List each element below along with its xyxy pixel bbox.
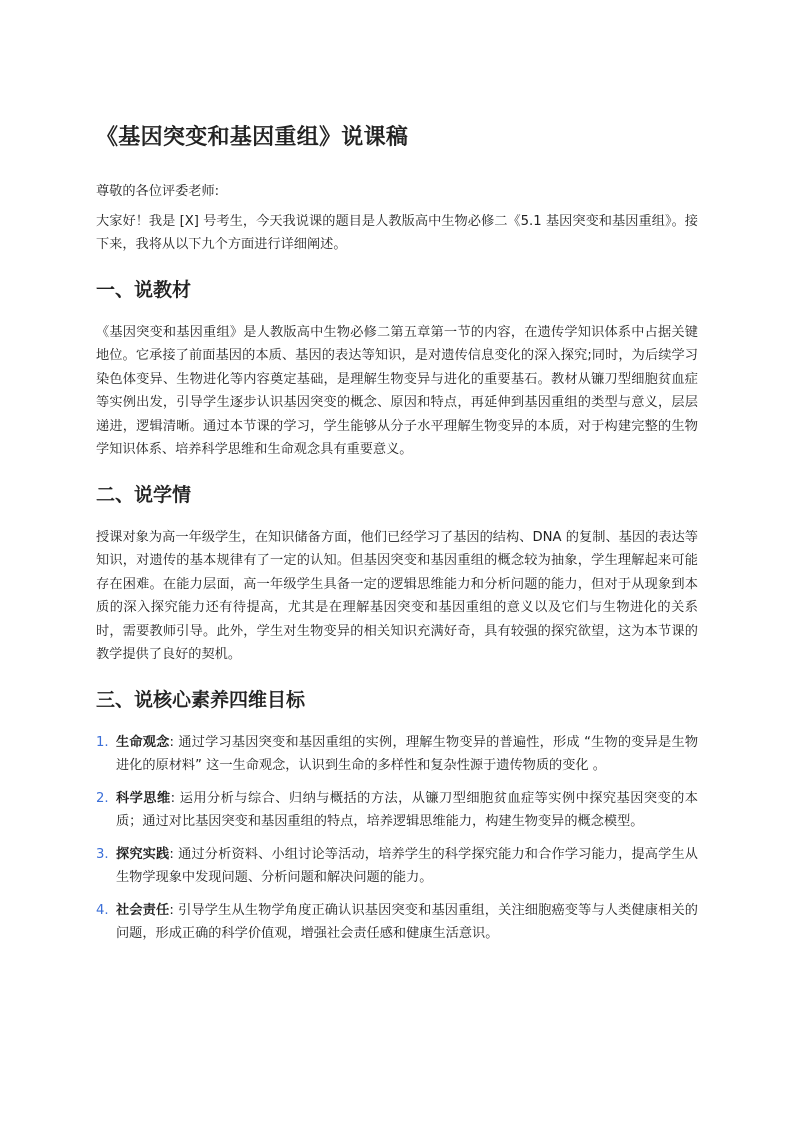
- goal-term: 探究实践: [116, 846, 170, 862]
- greeting: 尊敬的各位评委老师:: [96, 184, 220, 199]
- goal-item-life-concept: [96, 731, 698, 778]
- doc-title: 《基因突变和基因重组》说课稿: [96, 125, 409, 150]
- section-body-textbook: 《基因突变和基因重组》是人教版高中生物必修二第五章第一节的内容，在遗传学知识体系中占据关键地位。它承接了前面基因的本质、基因的表达等知识，是对遗传信息变化的深入探究;同时，为后续学习染色体变异、生物进化等内容奠定基础，是理解生物变异与进化的重要基石。教材从镰刀型细胞贫血症等实例出发，引导学生逐步认识基因突变的概念、原因和特点，再延伸到基因重组的类型与意义，层层递进，逻辑清晰。通过本节课的学习，学生能够从分子水平理解生物变异的本质，对于构建完整的生物学知识体系、培养科学思维和生命观念具有重要意义。: [96, 324, 698, 457]
- goal-text: 通过分析资料、小组讨论等活动，培养学生的科学探究能力和合作学习能力，提高学生从生物学现象中发现问题、分析问题和解决问题的能力。: [116, 846, 698, 885]
- goal-term: 社会责任: [116, 902, 170, 918]
- section-body-students: 授课对象为高一年级学生，在知识储备方面，他们已经学习了基因的结构、DNA 的复制、基因的表达等知识，对遗传的基本规律有了一定的认知。但基因突变和基因重组的概念较为抽象，学生理解起来可能存在困难。在能力层面，高一年级学生具备一定的逻辑思维能力和分析问题的能力，但对于从现象到本质的深入探究能力还有待提高，尤其是在理解基因突变和基因重组的意义以及它们与生物进化的关系时，需要教师引导。此外，学生对生物变异的相关知识充满好奇，具有较强的探究欲望，这为本节课的教学提供了良好的契机。: [96, 529, 698, 662]
- goal-item-scientific-thinking: [96, 787, 698, 834]
- goals-list: [96, 731, 698, 946]
- list-number: 3.: [96, 846, 109, 862]
- section-heading-goals: 三、说核心素养四维目标: [96, 688, 306, 711]
- goal-text: 引导学生从生物学角度正确认识基因突变和基因重组，关注细胞癌变等与人类健康相关的问题，形成正确的科学价值观，增强社会责任感和健康生活意识。: [116, 902, 698, 941]
- goal-term: 生命观念: [116, 734, 170, 750]
- intro-paragraph: 大家好！我是 [X] 号考生，今天我说课的题目是人教版高中生物必修二《5.1 基因突变和基因重组》。接下来，我将从以下九个方面进行详细阐述。: [96, 213, 698, 252]
- goal-item-social-responsibility: [96, 899, 698, 946]
- goal-separator: :: [169, 846, 174, 862]
- list-number: 1.: [96, 734, 109, 750]
- list-number: 4.: [96, 902, 109, 918]
- list-number: 2.: [96, 790, 109, 806]
- goal-item-inquiry-practice: [96, 843, 698, 890]
- section-heading-textbook: 一、说教材: [96, 278, 192, 301]
- goal-separator: :: [169, 734, 174, 750]
- goal-separator: :: [170, 790, 176, 806]
- document-page: [96, 118, 698, 955]
- goal-text: 运用分析与综合、归纳与概括的方法，从镰刀型细胞贫血症等实例中探究基因突变的本质；通过对比基因突变和基因重组的特点，培养逻辑思维能力，构建生物变异的概念模型。: [116, 790, 698, 829]
- goal-separator: :: [169, 902, 174, 918]
- goal-term: 科学思维: [116, 790, 171, 806]
- goal-text: 通过学习基因突变和基因重组的实例，理解生物变异的普遍性，形成 “生物的变异是生物进化的原材料” 这一生命观念，认识到生命的多样性和复杂性源于遗传物质的变化 。: [116, 734, 699, 773]
- section-heading-students: 二、说学情: [96, 483, 192, 506]
